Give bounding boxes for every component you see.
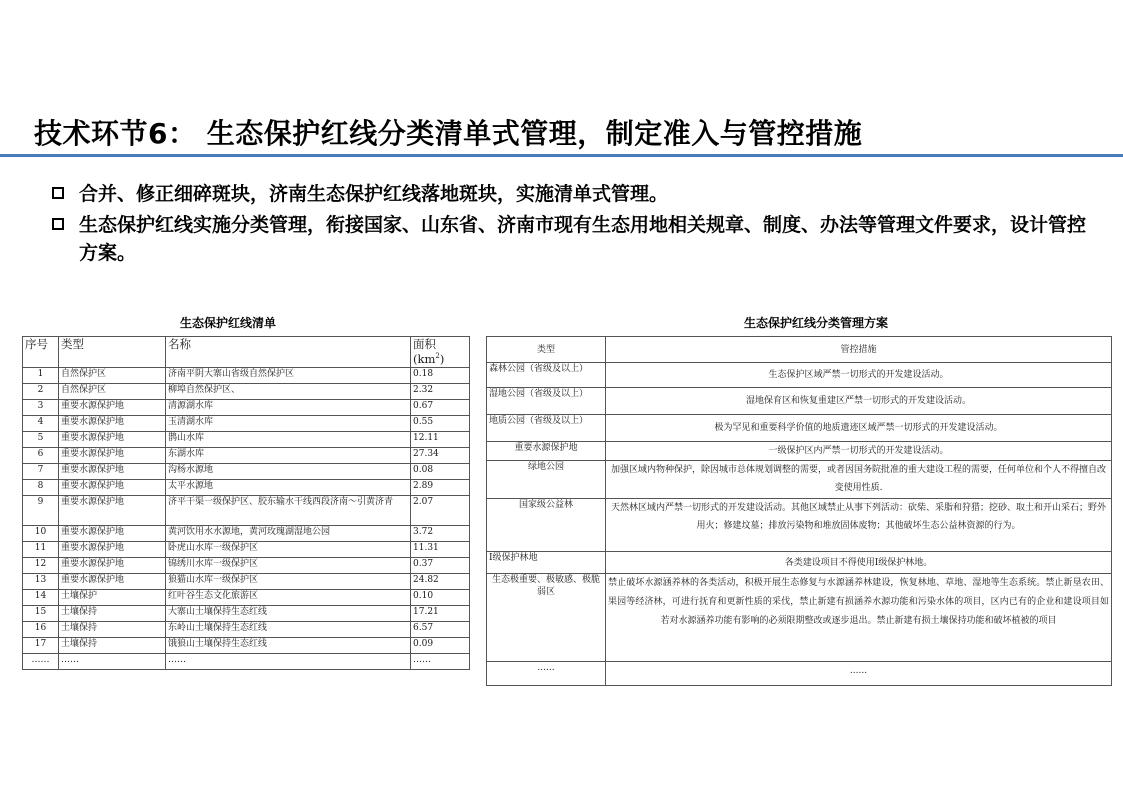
table-row (23, 638, 470, 654)
checkbox-bullet-icon (52, 218, 64, 230)
cell-type: 湿地公园（省级及以上） (487, 388, 606, 415)
col-header-name: 名称 (166, 337, 411, 368)
table-row (23, 542, 470, 558)
red-line-list-table (22, 336, 470, 670)
cell-no: 11 (23, 542, 59, 558)
cell-no: 3 (23, 400, 59, 416)
col-header-type: 类型 (487, 337, 606, 363)
cell-measure: 湿地保育区和恢复重建区严禁一切形式的开发建设活动。 (606, 388, 1112, 415)
cell-name: 济南平阴大寨山省级自然保护区 (166, 368, 411, 384)
cell-type: 国家级公益林 (487, 499, 606, 552)
cell-area: 2.32 (411, 384, 470, 400)
cell-no: 14 (23, 590, 59, 606)
cell-area: 11.31 (411, 542, 470, 558)
cell-measure: 生态保护区域严禁一切形式的开发建设活动。 (606, 363, 1112, 388)
cell-measure: ...... (606, 662, 1112, 686)
bullet-text: 合并、修正细碎斑块，济南生态保护红线落地斑块，实施清单式管理。 (79, 183, 669, 205)
cell-name: 卧虎山水库一级保护区 (166, 542, 411, 558)
cell-measure: 各类建设项目不得使用Ⅰ级保护林地。 (606, 552, 1112, 574)
table-row (487, 461, 1112, 499)
checkbox-bullet-icon (52, 187, 64, 199)
cell-no: 17 (23, 638, 59, 654)
cell-type: 重要水源保护地 (59, 574, 166, 590)
cell-type: 森林公园（省级及以上） (487, 363, 606, 388)
cell-area: 6.57 (411, 622, 470, 638)
table-row (23, 400, 470, 416)
cell-name: 黄河饮用水水源地，黄河玫瑰湖湿地公园 (166, 526, 411, 542)
cell-type: 重要水源保护地 (59, 432, 166, 448)
cell-name: 狼猫山水库一级保护区 (166, 574, 411, 590)
table-row (23, 384, 470, 400)
cell-type: ...... (487, 662, 606, 686)
table-row (487, 415, 1112, 442)
cell-name: 大寨山土壤保持生态红线 (166, 606, 411, 622)
cell-area: 24.82 (411, 574, 470, 590)
table-row (23, 496, 470, 526)
cell-measure: 禁止破坏水源涵养林的各类活动，积极开展生态修复与水源涵养林建设，恢复林地、草地、湿地等生态系统。禁止新垦农田、果园等经济林，可进行抚育和更新性质的采伐，禁止新建有损涵养水源功能和污染水体的项目，区内已有的企业和建设项目如若对水源涵养功能有影响的必须限期整改或逐步退出。禁止新建有损土壤保持功能和破坏植被的项目 (606, 574, 1112, 662)
cell-no: 4 (23, 416, 59, 432)
table-row (23, 480, 470, 496)
cell-area: 2.89 (411, 480, 470, 496)
table-row (23, 590, 470, 606)
table-row (487, 388, 1112, 415)
cell-type: 自然保护区 (59, 384, 166, 400)
cell-area: 0.10 (411, 590, 470, 606)
cell-type: 地质公园（省级及以上） (487, 415, 606, 442)
cell-area: 27.34 (411, 448, 470, 464)
cell-name: 东湖水库 (166, 448, 411, 464)
cell-type: 重要水源保护地 (59, 480, 166, 496)
cell-type: 绿地公园 (487, 461, 606, 499)
cell-measure: 天然林区域内严禁一切形式的开发建设活动。其他区域禁止从事下列活动：砍柴、采脂和狩猎；挖砂、取土和开山采石；野外用火；修建坟墓；排放污染物和堆放固体废物；其他破坏生态公益林资源的行为。 (606, 499, 1112, 552)
bullet-item (50, 211, 1090, 267)
cell-measure: 加强区域内物种保护，除因城市总体规划调整的需要，或者因国务院批准的重大建设工程的需要，任何单位和个人不得擅自改变使用性质. (606, 461, 1112, 499)
cell-no: 1 (23, 368, 59, 384)
left-table-caption: 生态保护红线清单 (179, 316, 276, 330)
table-row (23, 574, 470, 590)
cell-type: 重要水源保护地 (59, 416, 166, 432)
cell-area: 0.55 (411, 416, 470, 432)
table-row (23, 448, 470, 464)
cell-name: 锦绣川水库一级保护区 (166, 558, 411, 574)
cell-name: 济平干渠一级保护区、胶东输水干线西段济南～引黄济青 (166, 496, 411, 526)
cell-name: 玉清湖水库 (166, 416, 411, 432)
cell-type: 重要水源保护地 (59, 448, 166, 464)
right-table-caption: 生态保护红线分类管理方案 (743, 316, 888, 330)
cell-measure: 极为罕见和重要科学价值的地质遗迹区域严禁一切形式的开发建设活动。 (606, 415, 1112, 442)
cell-area: 3.72 (411, 526, 470, 542)
page-title: 技术环节6： 生态保护红线分类清单式管理，制定准入与管控措施 (34, 117, 863, 150)
cell-name: 沟杨水源地 (166, 464, 411, 480)
table-row (23, 654, 470, 670)
cell-no: 5 (23, 432, 59, 448)
cell-no: 8 (23, 480, 59, 496)
cell-type: 重要水源保护地 (59, 496, 166, 526)
cell-name: 清源湖水库 (166, 400, 411, 416)
cell-type: 土壤保持 (59, 606, 166, 622)
cell-no: 6 (23, 448, 59, 464)
cell-type: 土壤保护 (59, 590, 166, 606)
cell-type: I级保护林地 (487, 552, 606, 574)
cell-type: 土壤保持 (59, 638, 166, 654)
table-row (23, 416, 470, 432)
cell-no: 13 (23, 574, 59, 590)
table-row (487, 499, 1112, 552)
table-row (487, 552, 1112, 574)
cell-no: 9 (23, 496, 59, 526)
cell-area: 0.08 (411, 464, 470, 480)
table-row (23, 622, 470, 638)
classified-management-table (486, 336, 1112, 686)
cell-type: 重要水源保护地 (487, 442, 606, 461)
table-row (23, 558, 470, 574)
table-row (487, 363, 1112, 388)
cell-type: 重要水源保护地 (59, 464, 166, 480)
table-row (487, 662, 1112, 686)
cell-no: 7 (23, 464, 59, 480)
cell-type: 重要水源保护地 (59, 526, 166, 542)
cell-no: 10 (23, 526, 59, 542)
table-row (23, 606, 470, 622)
cell-no: …… (23, 654, 59, 670)
cell-type: 重要水源保护地 (59, 558, 166, 574)
table-header-row (487, 337, 1112, 363)
col-header-no: 序号 (23, 337, 59, 368)
cell-type: 生态极重要、极敏感、极脆弱区 (487, 574, 606, 662)
table-row (487, 442, 1112, 461)
cell-type: 重要水源保护地 (59, 400, 166, 416)
cell-name: 饿狼山土壤保持生态红线 (166, 638, 411, 654)
cell-name: 红叶谷生态文化旅游区 (166, 590, 411, 606)
table-row (23, 464, 470, 480)
cell-area: 17.21 (411, 606, 470, 622)
cell-area: 0.67 (411, 400, 470, 416)
cell-no: 15 (23, 606, 59, 622)
table-row (23, 432, 470, 448)
bullet-text: 生态保护红线实施分类管理，衔接国家、山东省、济南市现有生态用地相关规章、制度、办法等管理文件要求，设计管控方案。 (79, 214, 1087, 264)
cell-measure: 一级保护区内严禁一切形式的开发建设活动。 (606, 442, 1112, 461)
bullet-item (50, 180, 1090, 208)
cell-name: 太平水源地 (166, 480, 411, 496)
cell-area: 0.18 (411, 368, 470, 384)
bullet-list (50, 180, 1090, 270)
cell-area: …… (411, 654, 470, 670)
cell-type: …… (59, 654, 166, 670)
cell-name: 东岭山土壤保持生态红线 (166, 622, 411, 638)
cell-name: …… (166, 654, 411, 670)
cell-area: 2.07 (411, 496, 470, 526)
cell-no: 16 (23, 622, 59, 638)
table-row (23, 526, 470, 542)
title-underline (0, 154, 1123, 157)
table-row (23, 368, 470, 384)
cell-type: 重要水源保护地 (59, 542, 166, 558)
col-header-measure: 管控措施 (606, 337, 1112, 363)
cell-no: 12 (23, 558, 59, 574)
cell-name: 柳埠自然保护区、 (166, 384, 411, 400)
cell-no: 2 (23, 384, 59, 400)
table-row (487, 574, 1112, 662)
col-header-area: 面积$(km^2)$ (411, 337, 470, 368)
table-header-row (23, 337, 470, 368)
cell-area: 0.09 (411, 638, 470, 654)
col-header-type: 类型 (59, 337, 166, 368)
cell-name: 鹊山水库 (166, 432, 411, 448)
cell-type: 土壤保持 (59, 622, 166, 638)
cell-area: 0.37 (411, 558, 470, 574)
cell-area: 12.11 (411, 432, 470, 448)
cell-type: 自然保护区 (59, 368, 166, 384)
